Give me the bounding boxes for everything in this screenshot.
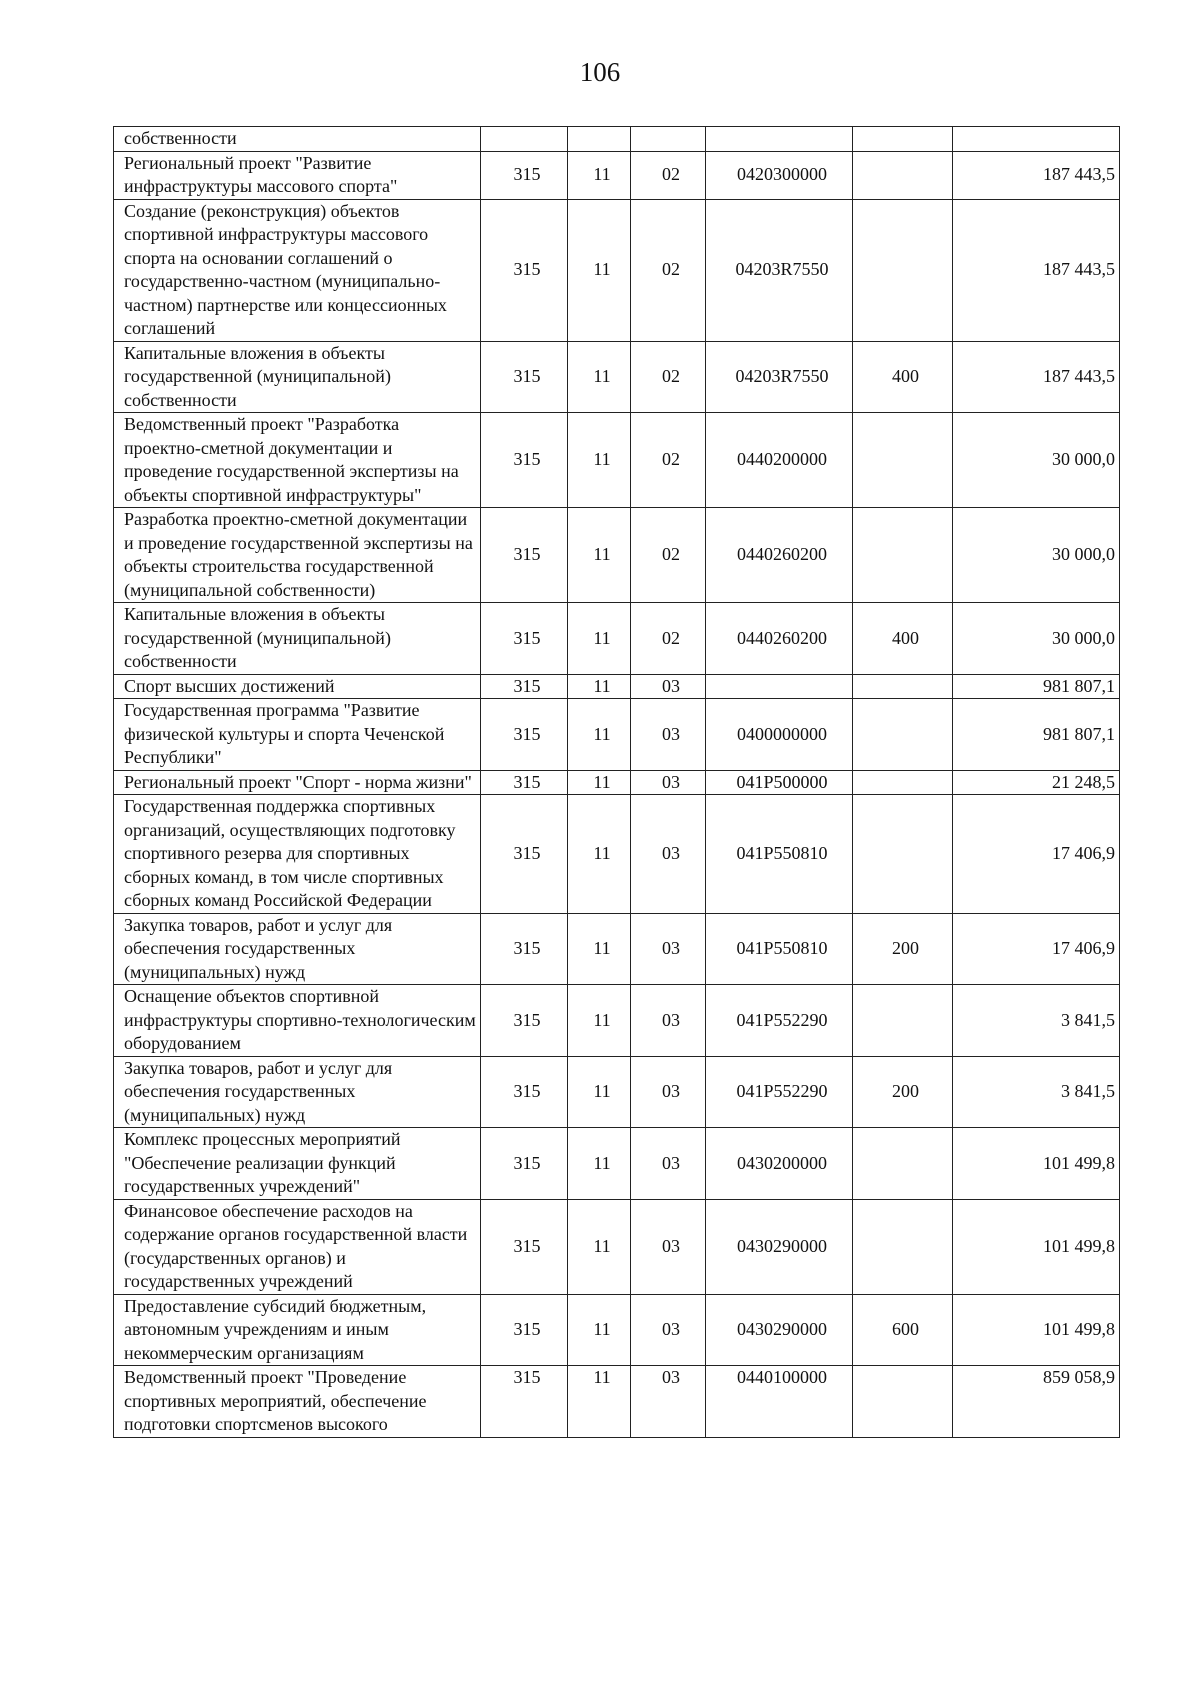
- cell-ministry: 315: [481, 508, 568, 603]
- table-row: [114, 199, 1120, 341]
- table-row: [114, 1294, 1120, 1366]
- table-row: [114, 151, 1120, 199]
- cell-target: 0440260200: [706, 508, 853, 603]
- cell-target: [706, 127, 853, 152]
- cell-subsection: 02: [631, 413, 706, 508]
- cell-ministry: 315: [481, 985, 568, 1057]
- cell-target: 04203R7550: [706, 199, 853, 341]
- cell-ministry: 315: [481, 199, 568, 341]
- cell-amount: [953, 127, 1120, 152]
- cell-amount: 187 443,5: [953, 199, 1120, 341]
- cell-expense-type: [853, 699, 953, 771]
- cell-expense-type: [853, 985, 953, 1057]
- cell-amount: 187 443,5: [953, 341, 1120, 413]
- cell-target: 041P500000: [706, 770, 853, 795]
- cell-subsection: 03: [631, 913, 706, 985]
- cell-section: 11: [568, 1199, 631, 1294]
- cell-section: 11: [568, 1056, 631, 1128]
- cell-ministry: 315: [481, 1056, 568, 1128]
- cell-target: 0440100000: [706, 1366, 853, 1438]
- cell-expense-type: 400: [853, 341, 953, 413]
- cell-target: [706, 674, 853, 699]
- cell-target: 041P552290: [706, 985, 853, 1057]
- cell-amount: 187 443,5: [953, 151, 1120, 199]
- cell-amount: 30 000,0: [953, 603, 1120, 675]
- cell-expense-type: [853, 127, 953, 152]
- cell-amount: 981 807,1: [953, 674, 1120, 699]
- cell-expense-type: [853, 770, 953, 795]
- cell-section: 11: [568, 151, 631, 199]
- cell-name: Государственная поддержка спортивных организаций, осуществляющих подготовку спортивного резерва для спортивных сборных команд, в том числе спортивных сборных команд Российской Федерации: [114, 795, 481, 914]
- cell-target: 0420300000: [706, 151, 853, 199]
- cell-ministry: 315: [481, 341, 568, 413]
- cell-expense-type: 400: [853, 603, 953, 675]
- table-row: [114, 985, 1120, 1057]
- cell-subsection: 02: [631, 151, 706, 199]
- cell-name: Разработка проектно-сметной документации и проведение государственной экспертизы на объекты строительства государственной (муниципальной собственности): [114, 508, 481, 603]
- cell-target: 0440260200: [706, 603, 853, 675]
- cell-section: 11: [568, 603, 631, 675]
- cell-subsection: 02: [631, 603, 706, 675]
- cell-ministry: 315: [481, 413, 568, 508]
- cell-target: 0430290000: [706, 1199, 853, 1294]
- cell-ministry: 315: [481, 1294, 568, 1366]
- cell-amount: 859 058,9: [953, 1366, 1120, 1438]
- cell-expense-type: [853, 674, 953, 699]
- table-row: [114, 508, 1120, 603]
- cell-name: Закупка товаров, работ и услуг для обеспечения государственных (муниципальных) нужд: [114, 913, 481, 985]
- cell-section: 11: [568, 1366, 631, 1438]
- cell-name: Государственная программа "Развитие физической культуры и спорта Чеченской Республики": [114, 699, 481, 771]
- cell-section: 11: [568, 913, 631, 985]
- cell-expense-type: [853, 199, 953, 341]
- cell-amount: 3 841,5: [953, 1056, 1120, 1128]
- cell-subsection: 03: [631, 1294, 706, 1366]
- cell-section: 11: [568, 1128, 631, 1200]
- cell-amount: 101 499,8: [953, 1294, 1120, 1366]
- cell-subsection: 03: [631, 674, 706, 699]
- table-row: [114, 1128, 1120, 1200]
- cell-subsection: 02: [631, 341, 706, 413]
- cell-target: 04203R7550: [706, 341, 853, 413]
- cell-expense-type: 200: [853, 913, 953, 985]
- cell-section: 11: [568, 508, 631, 603]
- cell-subsection: [631, 127, 706, 152]
- table-row: [114, 1199, 1120, 1294]
- cell-name: Создание (реконструкция) объектов спортивной инфраструктуры массового спорта на основании соглашений о государственно-частном (муниципально-частном) партнерстве или концессионных соглашений: [114, 199, 481, 341]
- cell-ministry: 315: [481, 151, 568, 199]
- table-row: [114, 341, 1120, 413]
- cell-ministry: 315: [481, 770, 568, 795]
- cell-expense-type: 200: [853, 1056, 953, 1128]
- cell-ministry: 315: [481, 1199, 568, 1294]
- cell-expense-type: [853, 1366, 953, 1438]
- cell-section: 11: [568, 770, 631, 795]
- cell-expense-type: [853, 151, 953, 199]
- table-row: [114, 674, 1120, 699]
- cell-amount: 30 000,0: [953, 508, 1120, 603]
- table-row: [114, 913, 1120, 985]
- cell-subsection: 03: [631, 1056, 706, 1128]
- cell-name: собственности: [114, 127, 481, 152]
- cell-target: 0440200000: [706, 413, 853, 508]
- cell-name: Спорт высших достижений: [114, 674, 481, 699]
- budget-table: [113, 126, 1120, 1438]
- cell-section: 11: [568, 674, 631, 699]
- cell-amount: 21 248,5: [953, 770, 1120, 795]
- cell-subsection: 03: [631, 795, 706, 914]
- cell-name: Закупка товаров, работ и услуг для обеспечения государственных (муниципальных) нужд: [114, 1056, 481, 1128]
- cell-subsection: 03: [631, 1366, 706, 1438]
- cell-subsection: 03: [631, 1199, 706, 1294]
- cell-expense-type: [853, 508, 953, 603]
- table-row: [114, 699, 1120, 771]
- cell-section: [568, 127, 631, 152]
- cell-name: Финансовое обеспечение расходов на содержание органов государственной власти (государственных органов) и государственных учреждений: [114, 1199, 481, 1294]
- cell-target: 041P550810: [706, 795, 853, 914]
- table-row: [114, 1056, 1120, 1128]
- cell-ministry: 315: [481, 913, 568, 985]
- cell-subsection: 03: [631, 770, 706, 795]
- cell-expense-type: [853, 413, 953, 508]
- cell-name: Комплекс процессных мероприятий "Обеспечение реализации функций государственных учреждений": [114, 1128, 481, 1200]
- cell-name: Капитальные вложения в объекты государственной (муниципальной) собственности: [114, 603, 481, 675]
- cell-target: 041P552290: [706, 1056, 853, 1128]
- table-row: [114, 413, 1120, 508]
- cell-amount: 30 000,0: [953, 413, 1120, 508]
- cell-section: 11: [568, 699, 631, 771]
- cell-amount: 101 499,8: [953, 1199, 1120, 1294]
- cell-expense-type: 600: [853, 1294, 953, 1366]
- cell-amount: 3 841,5: [953, 985, 1120, 1057]
- cell-expense-type: [853, 795, 953, 914]
- cell-section: 11: [568, 199, 631, 341]
- cell-expense-type: [853, 1128, 953, 1200]
- cell-subsection: 03: [631, 1128, 706, 1200]
- cell-amount: 981 807,1: [953, 699, 1120, 771]
- table-row: [114, 603, 1120, 675]
- cell-amount: 17 406,9: [953, 913, 1120, 985]
- cell-subsection: 03: [631, 699, 706, 771]
- cell-subsection: 03: [631, 985, 706, 1057]
- cell-name: Ведомственный проект "Проведение спортивных мероприятий, обеспечение подготовки спортсменов высокого: [114, 1366, 481, 1438]
- cell-ministry: 315: [481, 795, 568, 914]
- cell-target: 041P550810: [706, 913, 853, 985]
- cell-name: Предоставление субсидий бюджетным, автономным учреждениям и иным некоммерческим организациям: [114, 1294, 481, 1366]
- cell-section: 11: [568, 985, 631, 1057]
- cell-name: Ведомственный проект "Разработка проектно-сметной документации и проведение государственной экспертизы на объекты спортивной инфраструктуры": [114, 413, 481, 508]
- cell-section: 11: [568, 341, 631, 413]
- cell-name: Региональный проект "Спорт - норма жизни": [114, 770, 481, 795]
- table-row: [114, 795, 1120, 914]
- cell-ministry: 315: [481, 1128, 568, 1200]
- page-number: 106: [579, 57, 621, 87]
- cell-ministry: 315: [481, 603, 568, 675]
- cell-target: 0400000000: [706, 699, 853, 771]
- table-row: [114, 127, 1120, 152]
- cell-ministry: 315: [481, 699, 568, 771]
- cell-section: 11: [568, 1294, 631, 1366]
- cell-amount: 101 499,8: [953, 1128, 1120, 1200]
- cell-name: Региональный проект "Развитие инфраструктуры массового спорта": [114, 151, 481, 199]
- cell-name: Оснащение объектов спортивной инфраструктуры спортивно-технологическим оборудованием: [114, 985, 481, 1057]
- cell-subsection: 02: [631, 199, 706, 341]
- cell-ministry: [481, 127, 568, 152]
- cell-section: 11: [568, 795, 631, 914]
- cell-amount: 17 406,9: [953, 795, 1120, 914]
- table-row: [114, 770, 1120, 795]
- table-row: [114, 1366, 1120, 1438]
- cell-target: 0430290000: [706, 1294, 853, 1366]
- cell-name: Капитальные вложения в объекты государственной (муниципальной) собственности: [114, 341, 481, 413]
- cell-target: 0430200000: [706, 1128, 853, 1200]
- cell-section: 11: [568, 413, 631, 508]
- cell-subsection: 02: [631, 508, 706, 603]
- cell-ministry: 315: [481, 674, 568, 699]
- cell-ministry: 315: [481, 1366, 568, 1438]
- cell-expense-type: [853, 1199, 953, 1294]
